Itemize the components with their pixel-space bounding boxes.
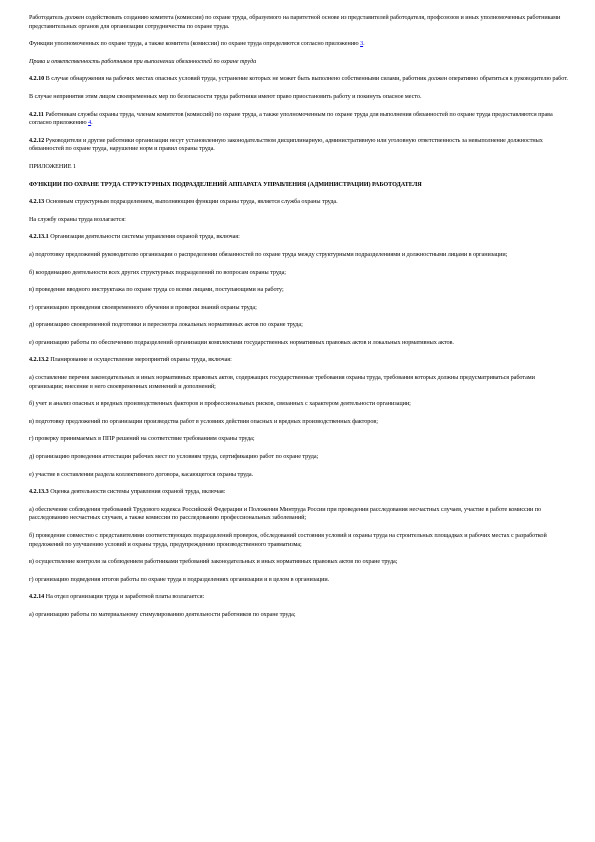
- section-number: 4.2.10: [29, 75, 45, 83]
- section-text: Планирование и осуществление мероприятий охраны труда, включая:: [48, 356, 232, 364]
- section-number: 4.2.12: [29, 136, 45, 144]
- section-number: 4.2.14: [29, 593, 45, 601]
- list-item: в) подготовку предложений по организации производства работ в условиях действия опасных и вредных производственных факторов;: [29, 417, 378, 425]
- section-text: На отдел организации труда и заработной платы возлагается:: [44, 593, 205, 601]
- section-4-2-13-1: [29, 233, 569, 242]
- section-number: 4.2.11: [29, 110, 44, 118]
- list-item: а) обеспечение соблюдения требований Трудового кодекса Российской Федерации и Положения Минтруда России при проведении расследования несчастных случаев, участие в работе комиссии по расследованию несчастных случаев, а также комиссии по расследованию профессиональных заболеваний;: [29, 505, 542, 522]
- section-number: 4.2.13.1: [29, 233, 49, 241]
- appendix-title: ФУНКЦИИ ПО ОХРАНЕ ТРУДА СТРУКТУРНЫХ ПОДРАЗДЕЛЕНИЙ АППАРАТА УПРАВЛЕНИЯ (АДМИНИСТРАЦИИ) РАБОТОДАТЕЛЯ: [29, 180, 422, 188]
- list-item: б) проведение совместно с представителями соответствующих подразделений проверок, обследований состояния условий и охраны труда на строительных площадках и рабочих местах с разработкой предложений по улучшению условий и охраны труда, предупреждению производственного травматизма;: [29, 532, 547, 548]
- appendix-label: ПРИЛОЖЕНИЕ 1: [29, 162, 76, 170]
- list-item: б) координацию деятельности всех других структурных подразделений по вопросам охраны труда;: [29, 268, 286, 276]
- section-end: .: [91, 119, 93, 127]
- intro-paragraph: Работодатель должен содействовать созданию комитета (комиссии) по охране труда, образуемого на паритетной основе из представителей работодателя, профсоюзов и иных уполномоченных работниками представительных органов для организации сотрудничества по охране труда.: [29, 14, 561, 30]
- list-item: в) проведение вводного инструктажа по охране труда со всеми лицами, поступающими на работу;: [29, 286, 284, 294]
- section-4-2-13: [29, 198, 569, 207]
- list-item: а) составление перечня законодательных и иных нормативных правовых актов, содержащих государственные требования охраны труда, требования которых должны предусматриваться работами организации; внесение в него своевременных изменений и дополнений;: [29, 374, 535, 390]
- list-item: д) организацию своевременной подготовки и пересмотра локальных нормативных актов по охране труда;: [29, 321, 303, 329]
- section-4-2-13-3: [29, 488, 569, 497]
- section-text: Оценка деятельности системы управления охраной труда, включая:: [48, 488, 226, 496]
- list-item: г) организацию подведения итогов работы по охране труда в подразделениях организации и в целом в организации.: [29, 575, 330, 583]
- list-item: е) организацию работы по обеспечению подразделений организации комплектами государственных нормативных правовых актов и локальных нормативных актов.: [29, 338, 454, 346]
- list-item: в) осуществление контроля за соблюдением работниками требований законодательных и иных нормативных правовых актов по охране труда;: [29, 558, 398, 566]
- list-item: а) организацию работы по материальному стимулированию деятельности работников по охране труда;: [29, 610, 296, 618]
- section-text: В случае обнаружения на рабочих местах опасных условий труда, устранение которых не может быть выполнено собственными силами, работник должен оперативно обратиться к руководителю работ.: [44, 75, 568, 83]
- section-number: 4.2.13.3: [29, 488, 49, 496]
- section-number: 4.2.13.2: [29, 356, 49, 364]
- functions-text: Функции уполномоченных по охране труда, а также комитета (комиссии) по охране труда определяются согласно приложению: [29, 40, 361, 48]
- section-text: Работникам службы охраны труда, членам комитетов (комиссий) по охране труда, а также уполномоченным по охране труда для выполнения обязанностей по охране труда предоставляются права согласно приложению: [29, 110, 553, 127]
- rights-heading: Права и ответственность работников при выполнении обязанностей по охране труда: [29, 57, 257, 65]
- list-item: б) учет и анализ опасных и вредных производственных факторов и профессиональных рисков, связанных с характером деятельности организации;: [29, 400, 411, 408]
- list-item: г) проверку принимаемых в ППР решений на соответствие требованиям охраны труда;: [29, 435, 255, 443]
- functions-paragraph: [29, 40, 569, 49]
- section-text: Основным структурным подразделением, выполняющим функции охраны труда, является служба охраны труда.: [44, 198, 338, 206]
- section-4-2-11: [29, 111, 569, 128]
- list-item: д) организацию проведения аттестации рабочих мест по условиям труда, сертификацию работ по охране труда;: [29, 453, 319, 461]
- section-4-2-10: [29, 75, 569, 84]
- service-paragraph: На службу охраны труда возлагается:: [29, 215, 126, 223]
- appendix-3-link[interactable]: 3: [360, 40, 364, 48]
- section-4-2-14: [29, 593, 569, 602]
- section-4-2-13-2: [29, 356, 569, 365]
- refuse-paragraph: В случае непринятия этим лицом своевременных мер по безопасности труда работники имеют право приостановить работу и покинуть опасное место.: [29, 92, 422, 100]
- list-item: г) организацию проведения своевременного обучения и проверки знаний охраны труда;: [29, 303, 257, 311]
- document-page: [29, 14, 569, 629]
- section-text: Организация деятельности системы управления охраной труда, включая:: [48, 233, 240, 241]
- list-item: а) подготовку предложений руководителю организации о распределении обязанностей по охране труда между структурными подразделениями и должностными лицами в организации;: [29, 250, 508, 258]
- functions-end: .: [363, 40, 365, 48]
- section-number: 4.2.13: [29, 198, 45, 206]
- list-item: е) участие в составлении раздела коллективного договора, касающегося охраны труда.: [29, 470, 254, 478]
- section-text: Руководители и другие работники организации несут установленную законодательством дисциплинарную, административную или уголовную ответственность за невыполнение должностных обязанностей по охране труда, нарушение норм и правил охраны труда.: [29, 136, 543, 153]
- appendix-4-link[interactable]: 4: [88, 119, 92, 127]
- section-4-2-12: [29, 137, 569, 154]
